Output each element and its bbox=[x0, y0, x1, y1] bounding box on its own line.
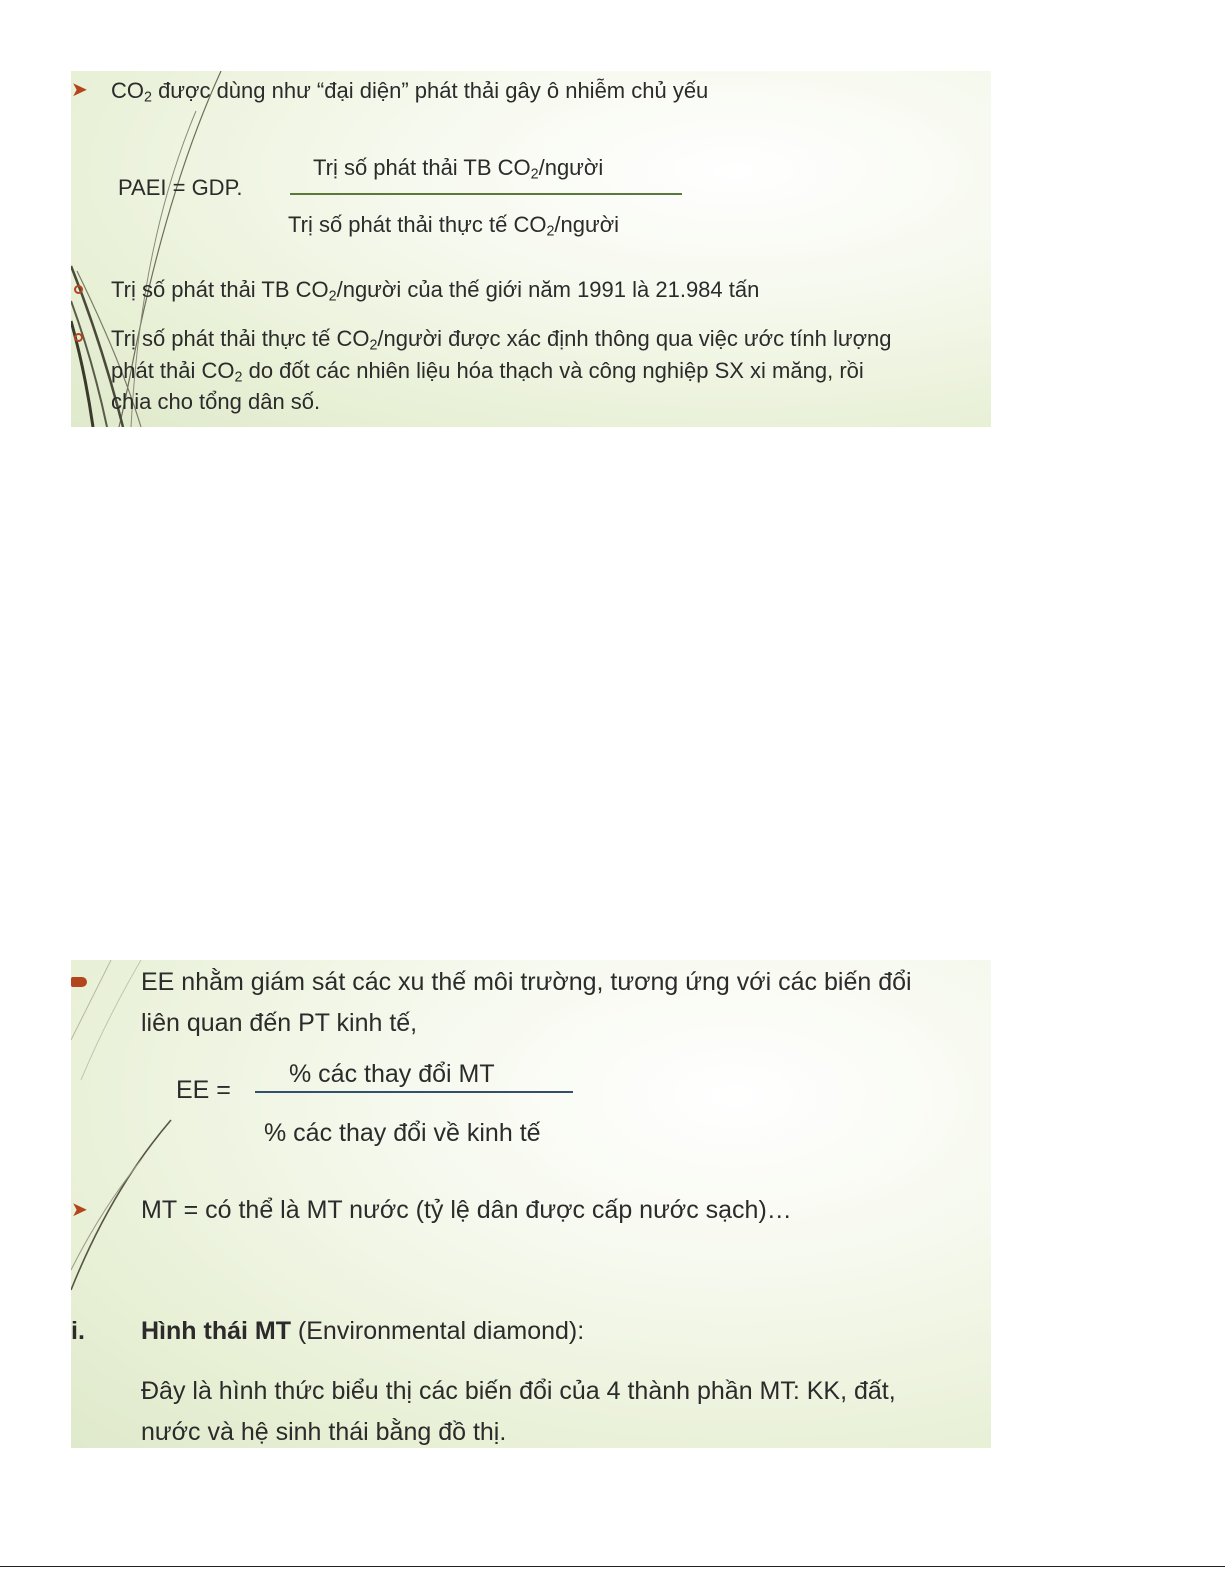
arrow-bullet-icon: ➤ bbox=[71, 1199, 88, 1221]
arrow-bullet-icon: ➤ bbox=[71, 79, 88, 101]
formula-paei-numerator: Trị số phát thải TB $CO_2$/người bbox=[313, 155, 604, 183]
formula-ee-lhs: EE = bbox=[176, 1076, 231, 1104]
section-marker: i. bbox=[71, 1317, 85, 1345]
bullet-mt-water: MT = có thể là MT nước (tỷ lệ dân được cấp nước sạch)… bbox=[141, 1196, 792, 1224]
formula-paei-denominator: Trị số phát thải thực tế $CO_2$/người bbox=[288, 212, 620, 240]
slide-2 bbox=[71, 960, 991, 1448]
ring-bullet-icon bbox=[74, 285, 83, 294]
bullet-co2-proxy: $CO_2$ được dùng như “đại diện” phát thải gây ô nhiễm chủ yếu bbox=[111, 78, 709, 106]
formula-paei-lhs: PAEI = GDP. bbox=[118, 175, 243, 200]
section-title: Hình thái MT (Environmental diamond): bbox=[141, 1317, 585, 1345]
ring-bullet-icon bbox=[74, 333, 83, 342]
formula-ee-numerator: % các thay đổi MT bbox=[289, 1060, 495, 1088]
bullet-actual-emission-line2: phát thải $CO_2$ do đốt các nhiên liệu hóa thạch và công nghiệp SX xi măng, rồi bbox=[111, 358, 864, 386]
fraction-line bbox=[290, 193, 682, 195]
formula-ee-denominator: % các thay đổi về kinh tế bbox=[264, 1119, 541, 1147]
bar-bullet-icon bbox=[71, 977, 87, 987]
paragraph-line1: Đây là hình thức biểu thị các biến đổi của 4 thành phần MT: KK, đất, bbox=[141, 1377, 896, 1405]
paragraph-line2: nước và hệ sinh thái bằng đồ thị. bbox=[141, 1418, 507, 1446]
bullet-ee-line2: liên quan đến PT kinh tế, bbox=[141, 1009, 418, 1037]
page-bottom-rule bbox=[0, 1566, 1225, 1567]
bullet-actual-emission-line3: chia cho tổng dân số. bbox=[111, 389, 321, 414]
fraction-line bbox=[255, 1091, 573, 1093]
bullet-ee-line1: EE nhằm giám sát các xu thế môi trường, tương ứng với các biến đổi bbox=[141, 968, 912, 996]
slide-1 bbox=[71, 71, 991, 427]
bullet-actual-emission-line1: Trị số phát thải thực tế $CO_2$/người được xác định thông qua việc ước tính lượng bbox=[111, 326, 892, 354]
bullet-world-average: Trị số phát thải TB $CO_2$/người của thế giới năm 1991 là 21.984 tấn bbox=[111, 277, 760, 305]
